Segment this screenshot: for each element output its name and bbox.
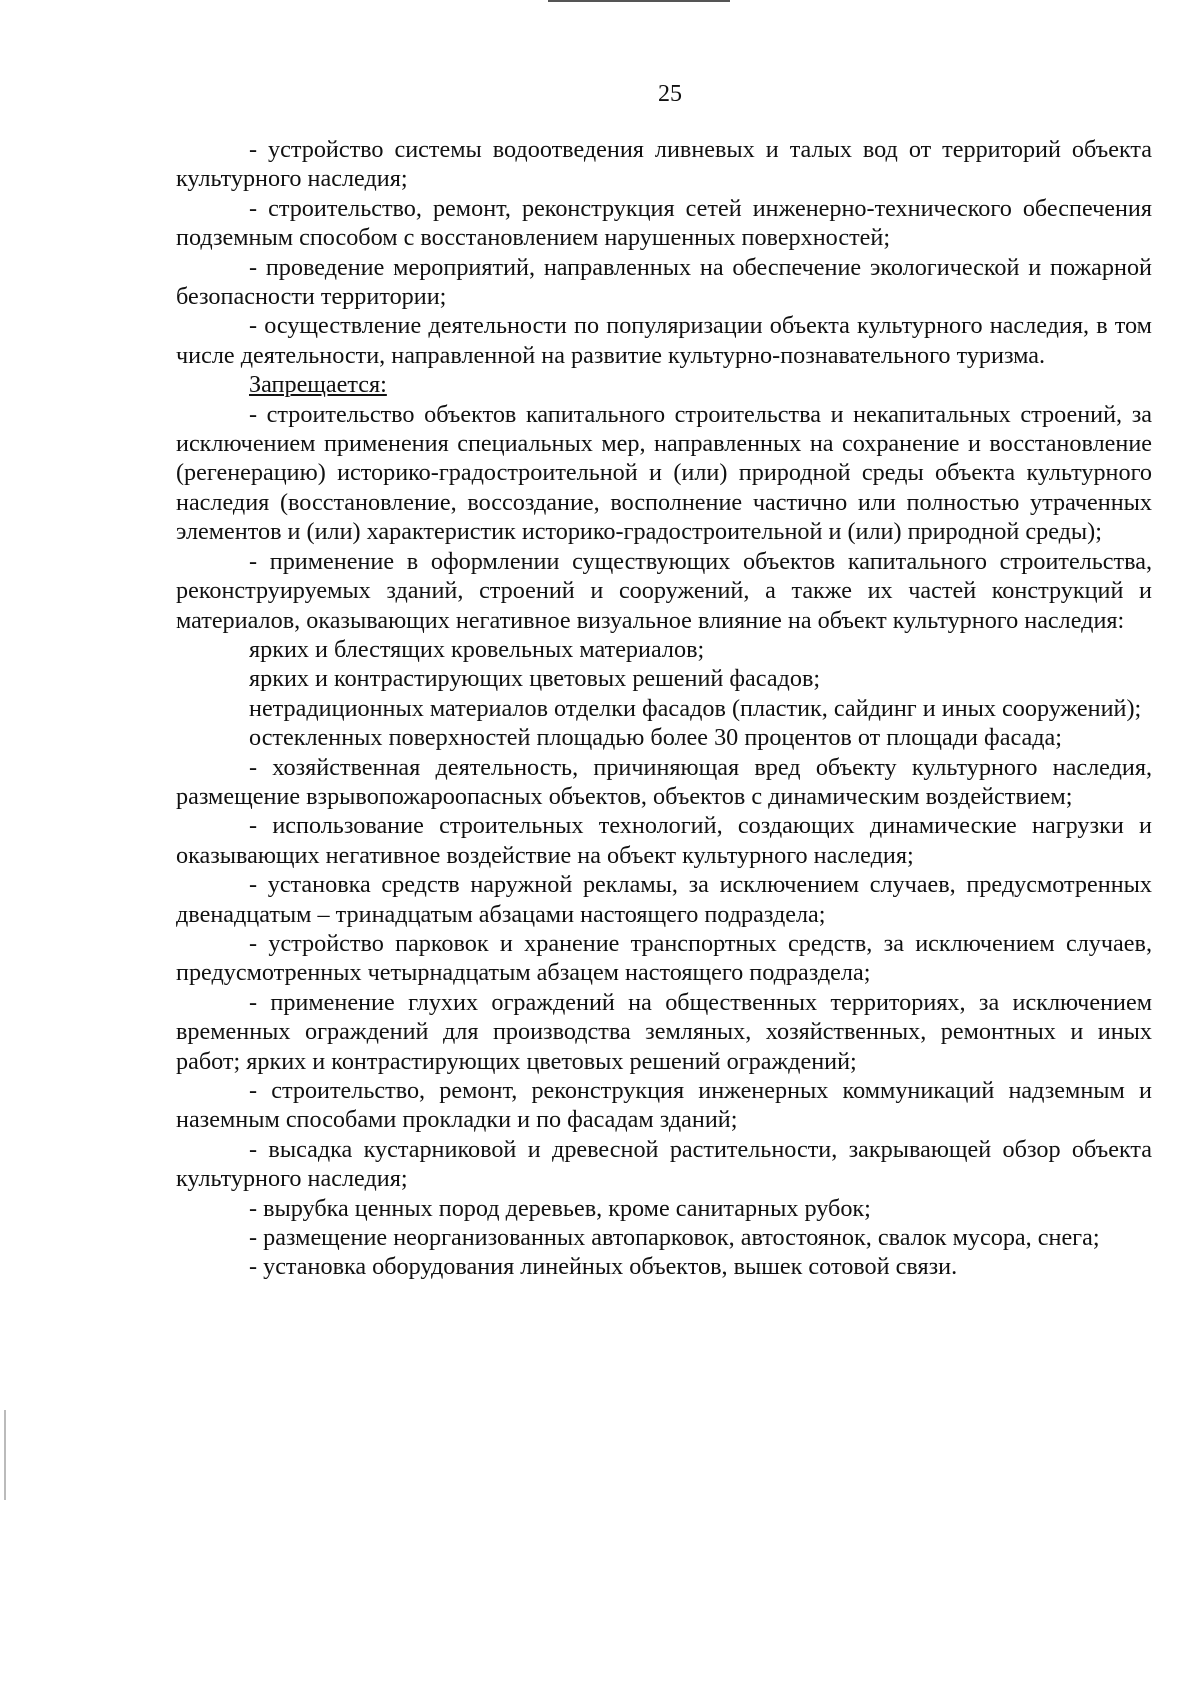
paragraph: - вырубка ценных пород деревьев, кроме санитарных рубок;: [249, 1194, 871, 1222]
paragraph: остекленных поверхностей площадью более 30 процентов от площади фасада;: [249, 724, 1062, 752]
paragraph: - использование строительных технологий, создающих динамические нагрузки и оказывающих негативное воздействие на объект культурного наследия;: [176, 812, 1152, 869]
paragraph: - высадка кустарниковой и древесной растительности, закрывающей обзор объекта культурного наследия;: [176, 1135, 1152, 1193]
paragraph: - установка средств наружной рекламы, за исключением случаев, предусмотренных двенадцатым – тринадцатым абзацами настоящего подраздела;: [176, 871, 1152, 928]
paragraph: ярких и блестящих кровельных материалов;: [249, 635, 705, 663]
paragraph: - применение глухих ограждений на общественных территориях, за исключением временных ограждений для производства земляных, хозяйственных, ремонтных и иных работ; ярких и контрастирующих цветовых решений ограждений;: [176, 988, 1152, 1075]
paragraph: - строительство, ремонт, реконструкция сетей инженерно-технического обеспечения подземным способом с восстановлением нарушенных поверхностей;: [176, 194, 1152, 252]
paragraph: нетрадиционных материалов отделки фасадов (пластик, сайдинг и иных сооружений);: [249, 694, 1142, 722]
section-heading: [176, 370, 1152, 399]
paragraph: - проведение мероприятий, направленных на обеспечение экологической и пожарной безопасности территории;: [176, 253, 1152, 311]
top-scan-rule: [548, 0, 730, 2]
paragraph: - осуществление деятельности по популяризации объекта культурного наследия, в том числе деятельности, направленной на развитие культурно-познавательного туризма.: [176, 312, 1152, 369]
paragraph: - устройство парковок и хранение транспортных средств, за исключением случаев, предусмотренных четырнадцатым абзацем настоящего подраздела;: [176, 929, 1152, 987]
paragraph: - строительство, ремонт, реконструкция инженерных коммуникаций надземным и наземным способами прокладки и по фасадам зданий;: [176, 1077, 1152, 1134]
paragraph: - применение в оформлении существующих объектов капитального строительства, реконструируемых зданий, строений и сооружений, а также их частей конструкций и материалов, оказывающих негативное визуальное влияние на объект культурного наследия:: [176, 547, 1152, 634]
paragraph: - установка оборудования линейных объектов, вышек сотовой связи.: [249, 1253, 958, 1281]
page-number: 25: [658, 81, 682, 107]
paragraph: - хозяйственная деятельность, причиняющая вред объекту культурного наследия, размещение взрывопожароопасных объектов, объектов с динамическим воздействием;: [176, 753, 1152, 810]
document-body: [176, 135, 1152, 1282]
scan-margin-mark: [4, 1410, 6, 1500]
section-heading-text: Запрещается:: [249, 371, 387, 399]
paragraph: - устройство системы водоотведения ливневых и талых вод от территорий объекта культурного наследия;: [176, 136, 1152, 193]
paragraph: - размещение неорганизованных автопарковок, автостоянок, свалок мусора, снега;: [249, 1224, 1100, 1252]
paragraph: ярких и контрастирующих цветовых решений фасадов;: [249, 665, 821, 693]
paragraph: - строительство объектов капитального строительства и некапитальных строений, за исключением применения специальных мер, направленных на сохранение и восстановление (регенерацию) историко-градостроительной и (или) природной среды объекта культурного наследия (восстановление, воссоздание, восполнение частично или полностью утраченных элементов и (или) характеристик историко-градостроительной и (или) природной среды);: [176, 400, 1152, 546]
